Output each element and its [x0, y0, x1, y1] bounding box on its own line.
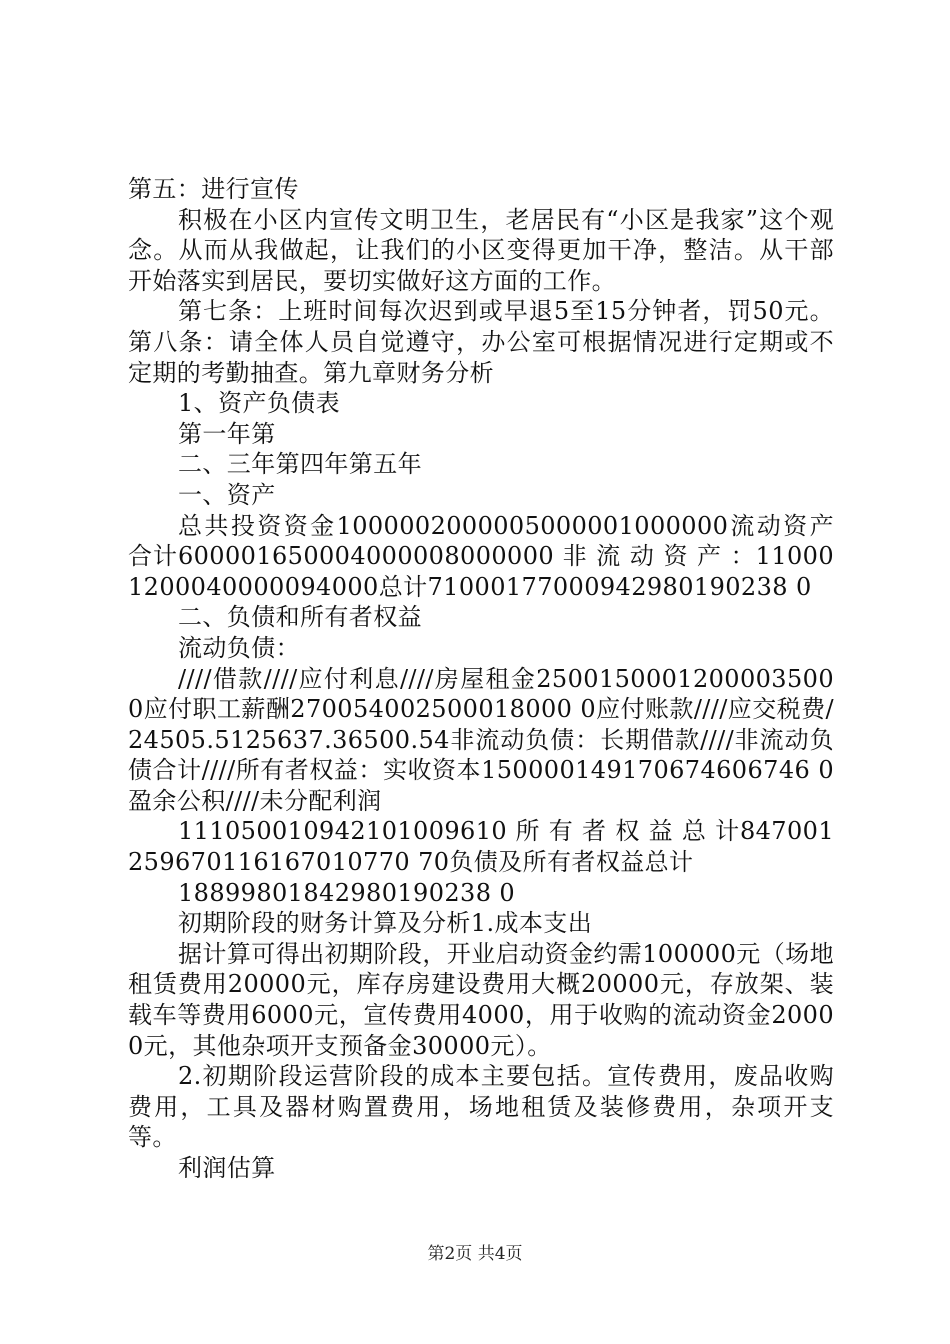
liabilities-heading: 二、负债和所有者权益 — [178, 603, 422, 632]
total-value: 18899801842980190238 0 — [178, 878, 516, 907]
paragraph-year-header-2: 二、三年第四年第五年 — [178, 450, 422, 479]
liabilities-values: ////借款////应付利息////房屋租金25001500012000035000应付职工薪酬270054002500018000 0应付账款////应交税费/24505.5125637.36500.54非流动负债：长期借款////非流动负债合计////所有者权益：实收资本150000149170674606746 0盈余公积////未分配利润 — [128, 664, 834, 815]
equity-values: 111050010942101009610 所 有 者 权 益 总 计847001259670116167010770 70负债及所有者权益总计 — [128, 817, 834, 877]
cost-analysis-heading: 初期阶段的财务计算及分析1.成本支出 — [178, 909, 593, 938]
paragraph-rules: 第七条：上班时间每次迟到或早退5至15分钟者，罚50元。第八条：请全体人员自觉遵守，办公室可根据情况进行定期或不定期的考勤抽查。第九章财务分析 — [128, 297, 834, 387]
balance-sheet-heading: 1、资产负债表 — [178, 389, 341, 418]
paragraph-propaganda: 积极在小区内宣传文明卫生，老居民有“小区是我家”这个观念。从而从我做起，让我们的小区变得更加干净，整洁。从干部开始落实到居民，要切实做好这方面的工作。 — [128, 205, 834, 295]
assets-heading: 一、资产 — [178, 480, 276, 509]
current-liabilities-label: 流动负债： — [178, 633, 300, 662]
paragraph-year-header-1: 第一年第 — [178, 419, 276, 448]
assets-values: 总共投资资金1000002000005000001000000流动资产合计600001650004000008000000 非 流 动 资 产 ：110001200040000094000总计71000177000942980190238 0 — [128, 511, 834, 601]
profit-estimate-heading: 利润估算 — [178, 1154, 276, 1182]
page-number-footer: 第2页 共4页 — [427, 1244, 523, 1264]
paragraph-startup-cost: 据计算可得出初期阶段，开业启动资金约需100000元（场地租赁费用20000元，库存房建设费用大概20000元，存放架、装载车等费用6000元，宣传费用4000，用于收购的流动资金20000元，其他杂项开支预备金30000元）。 — [128, 939, 834, 1060]
paragraph-operating-cost: 2.初期阶段运营阶段的成本主要包括。宣传费用，废品收购费用，工具及器材购置费用，场地租赁及装修费用，杂项开支等。 — [128, 1062, 834, 1152]
document-body — [128, 174, 834, 1184]
section-heading: 第五：进行宣传 — [128, 175, 299, 203]
